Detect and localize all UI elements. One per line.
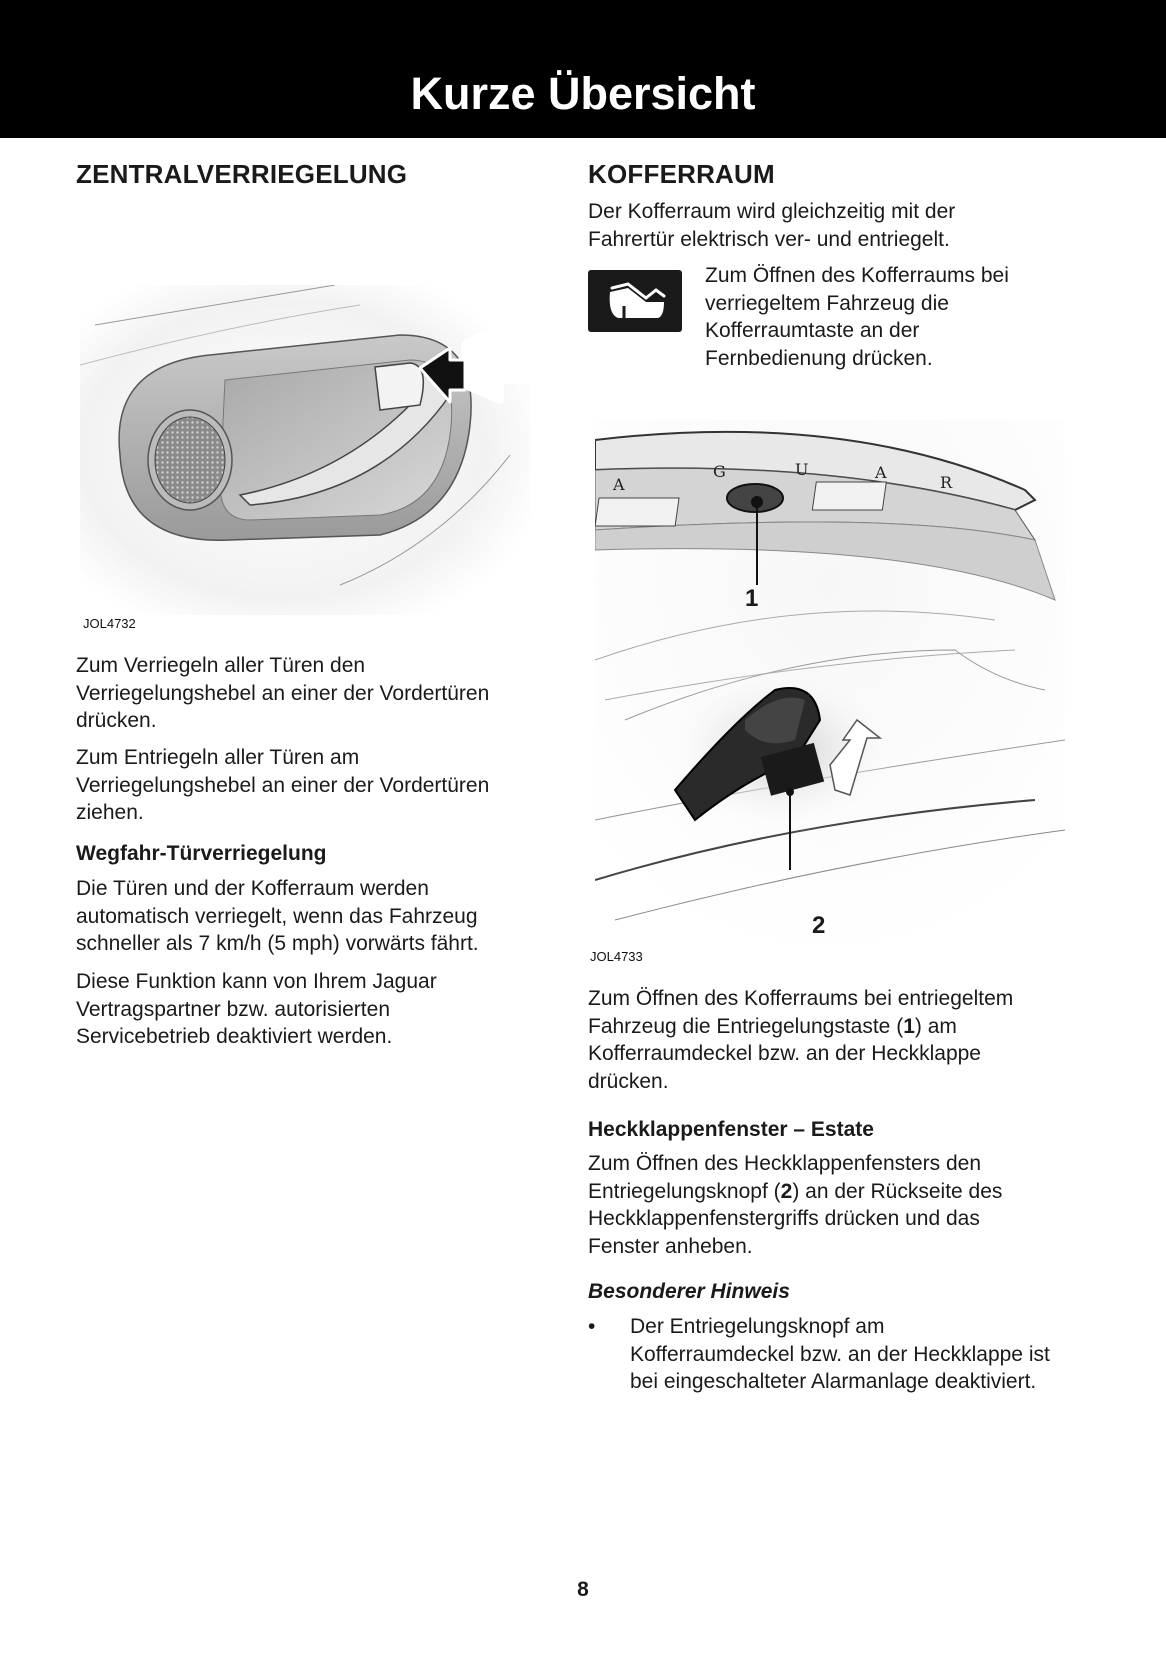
page-number: 8 [577, 1578, 589, 1601]
bullet-item [588, 1313, 1058, 1433]
bullet-text: Der Entriegelungsknopf am Kofferraumdeckel bzw. an der Heckklappe ist bei eingeschalteter Alarmanlage deaktiviert. [630, 1315, 1050, 1393]
trunk-letter: U [795, 460, 809, 479]
text-open-before: Zum Öffnen des Kofferraums bei entriegeltem Fahrzeug die Entriegelungstaste ( [588, 987, 1014, 1038]
header-bar [0, 0, 1166, 138]
section-heading-central-locking: ZENTRALVERRIEGELUNG [76, 159, 408, 189]
bullet-dot: • [588, 1315, 596, 1338]
trunk-letter: R [940, 473, 953, 492]
trunk-letter: G [713, 462, 726, 481]
section-heading-trunk: KOFFERRAUM [588, 159, 775, 189]
ref-number-2: 2 [780, 1179, 793, 1203]
ref-number-1: 1 [903, 1014, 915, 1038]
paragraph-deactivate: Diese Funktion kann von Ihrem Jaguar Vertragspartner bzw. autorisierten Servicebetrieb deaktiviert werden. [76, 970, 437, 1048]
subheading-special-note: Besonderer Hinweis [588, 1280, 790, 1303]
paragraph-unlock-doors: Zum Entriegeln aller Türen am Verriegelungshebel an einer der Vordertüren ziehen. [76, 746, 490, 824]
subheading-drive-away-lock: Wegfahr-Türverriegelung [76, 842, 327, 865]
figure-code-left: JOL4732 [83, 616, 136, 631]
paragraph-auto-lock: Die Türen und der Kofferraum werden automatisch verriegelt, wenn das Fahrzeug schneller als 7 km/h (5 mph) vorwärts fährt. [76, 877, 479, 955]
callout-2: 2 [812, 912, 826, 939]
text-open-after: ) am Kofferraumdeckel bzw. an der Heckklappe drücken. [588, 1014, 981, 1093]
trunk-open-icon [588, 270, 682, 332]
figure-code-right: JOL4733 [590, 949, 643, 964]
trunk-letter: A [875, 463, 887, 482]
callout-1: 1 [745, 585, 759, 612]
trunk-letter: A [613, 475, 625, 494]
text-window-after: ) an der Rückseite des Heckklappenfenstergriffs drücken und das Fenster anheben. [588, 1179, 1003, 1258]
text-window-before: Zum Öffnen des Heckklappenfensters den Entriegelungsknopf ( [588, 1152, 982, 1203]
door-handle-illustration [80, 285, 530, 615]
paragraph-remote-open: Zum Öffnen des Kofferraums bei verriegeltem Fahrzeug die Kofferraumtaste an der Fernbedienung drücken. [705, 264, 1009, 370]
subheading-estate-window: Heckklappenfenster – Estate [588, 1118, 874, 1141]
paragraph-open-window [588, 1150, 1048, 1260]
paragraph-open-unlocked [588, 985, 1048, 1095]
paragraph-lock-doors: Zum Verriegeln aller Türen den Verriegelungshebel an einer der Vordertüren drücken. [76, 654, 490, 732]
trunk-lid-illustration [595, 420, 1065, 960]
page-title: Kurze Übersicht [410, 68, 756, 119]
paragraph-trunk-intro: Der Kofferraum wird gleichzeitig mit der Fahrertür elektrisch ver- und entriegelt. [588, 200, 956, 251]
